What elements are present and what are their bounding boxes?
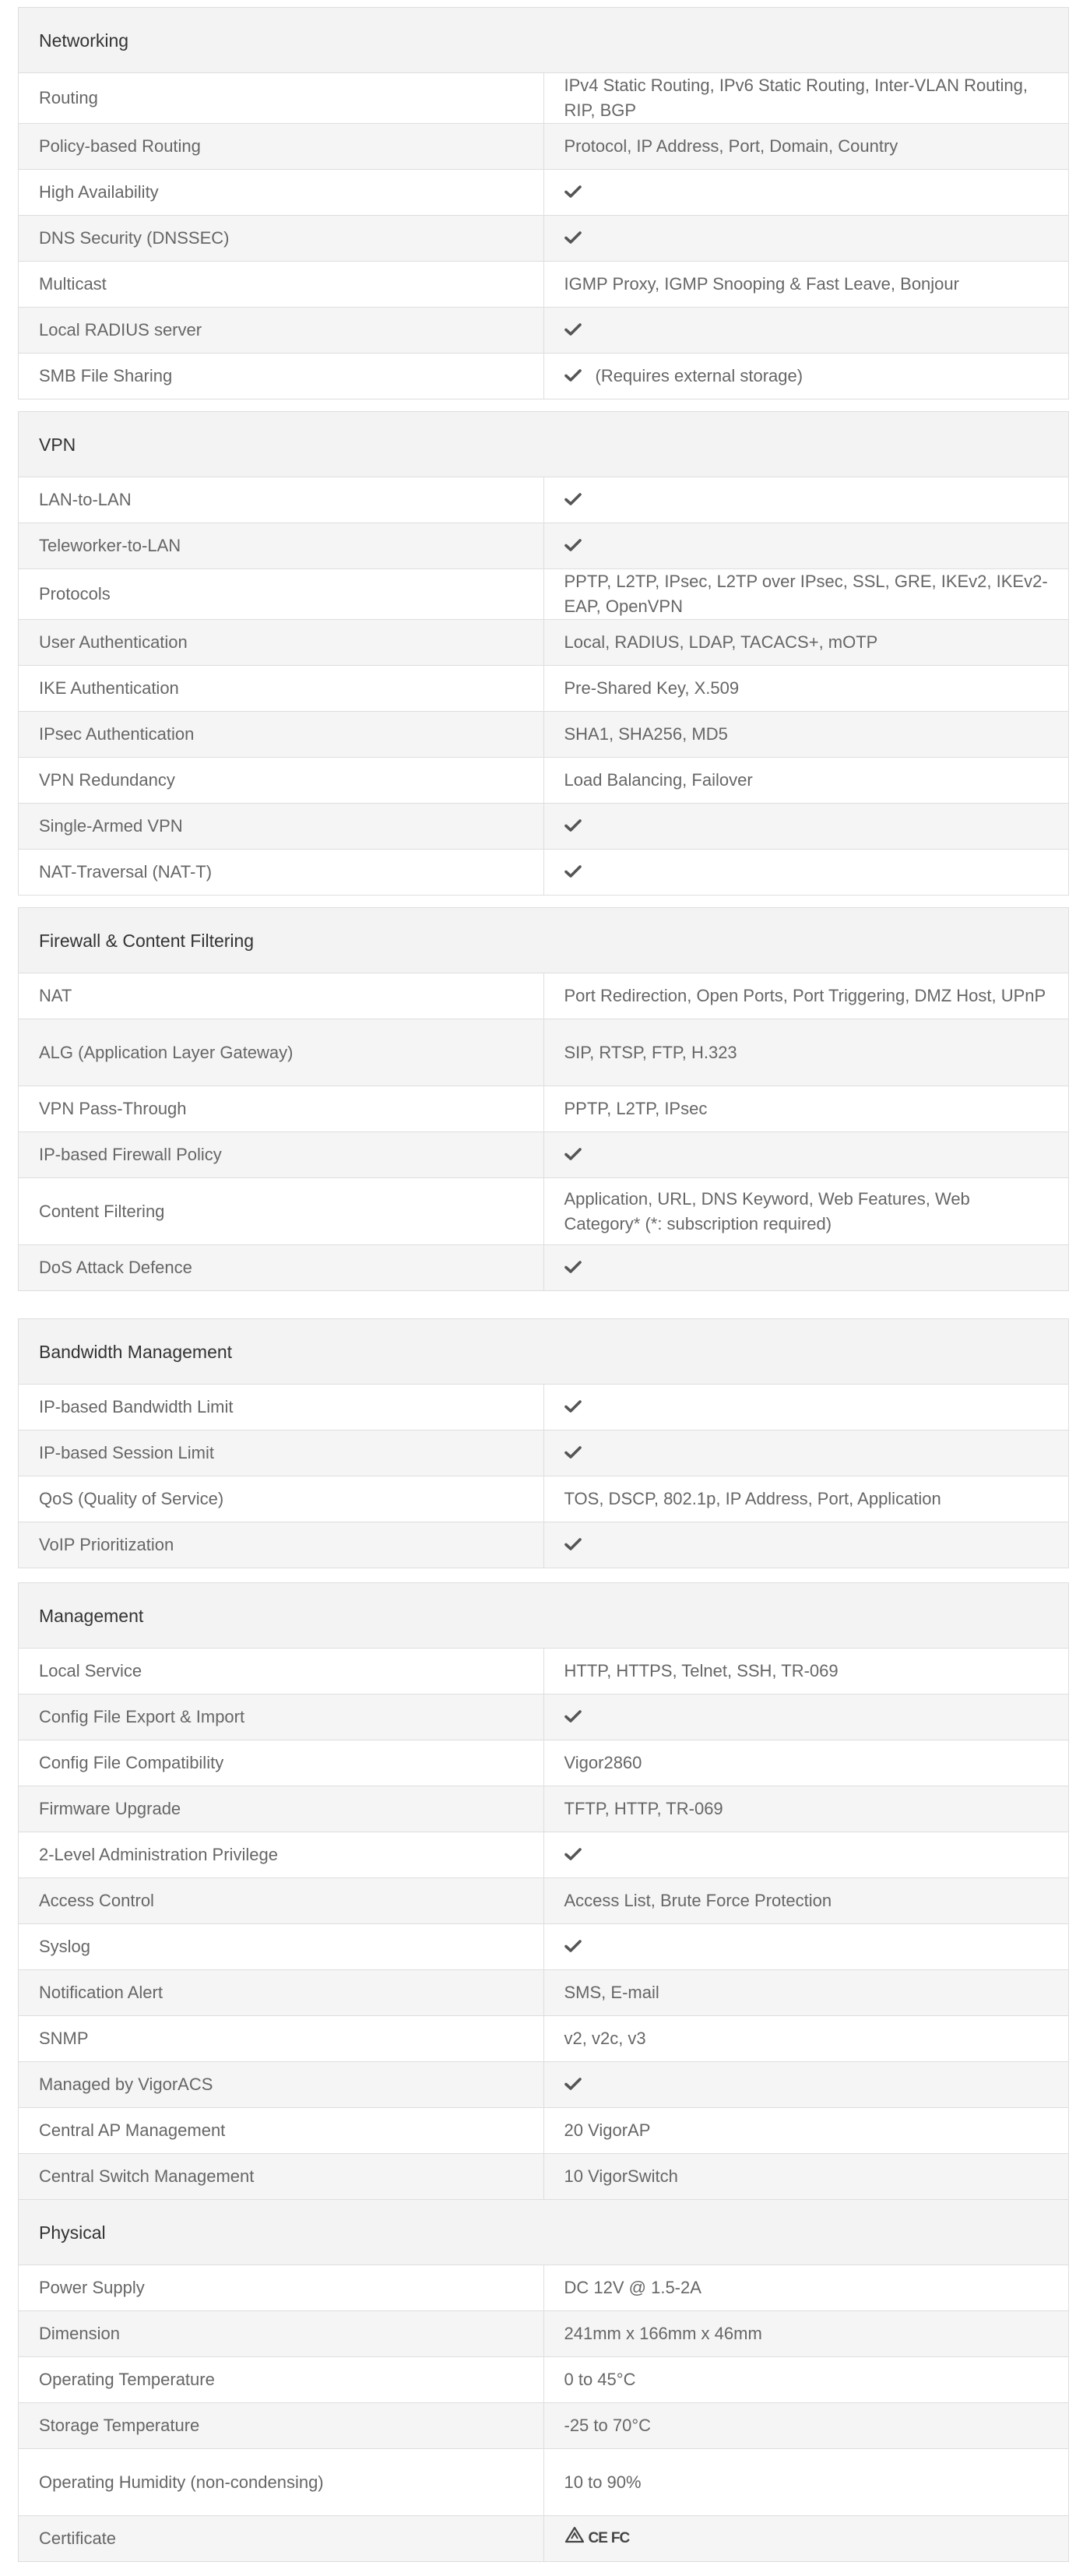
spec-value [543, 1245, 1069, 1291]
spec-value: Local, RADIUS, LDAP, TACACS+, mOTP [543, 620, 1069, 666]
spec-row [19, 1476, 1069, 1522]
spec-row [19, 758, 1069, 804]
spec-row [19, 523, 1069, 569]
spec-label: Syslog [19, 1924, 544, 1970]
spec-row [19, 262, 1069, 308]
spec-label: VoIP Prioritization [19, 1522, 544, 1568]
spec-label: DoS Attack Defence [19, 1245, 544, 1291]
spec-label: Central Switch Management [19, 2154, 544, 2200]
spec-row [19, 1740, 1069, 1786]
spec-value: SIP, RTSP, FTP, H.323 [543, 1019, 1069, 1086]
spec-label: Routing [19, 73, 544, 124]
spec-row [19, 1245, 1069, 1291]
firewall-table [18, 907, 1069, 1291]
spec-row [19, 1132, 1069, 1178]
spec-value: Port Redirection, Open Ports, Port Triggering, DMZ Host, UPnP [543, 973, 1069, 1019]
spec-value: 10 to 90% [543, 2449, 1069, 2516]
spec-label: Storage Temperature [19, 2403, 544, 2449]
spec-row [19, 1649, 1069, 1694]
spec-label: High Availability [19, 170, 544, 216]
spec-label: Single-Armed VPN [19, 804, 544, 850]
spec-label: Managed by VigorACS [19, 2062, 544, 2108]
check-icon [564, 368, 582, 382]
spec-row [19, 2108, 1069, 2154]
check-icon [564, 1399, 582, 1413]
check-icon [564, 1847, 582, 1861]
spec-label: ALG (Application Layer Gateway) [19, 1019, 544, 1086]
spec-row [19, 1019, 1069, 1086]
spec-value [543, 1385, 1069, 1431]
rcm-triangle-icon [564, 2526, 585, 2552]
check-icon [564, 2077, 582, 2091]
spec-row [19, 1924, 1069, 1970]
spec-row [19, 124, 1069, 170]
spec-label: NAT-Traversal (NAT-T) [19, 850, 544, 896]
spec-row [19, 73, 1069, 124]
spec-value [543, 1132, 1069, 1178]
spec-value [543, 1522, 1069, 1568]
check-icon [564, 1939, 582, 1953]
spec-label: Central AP Management [19, 2108, 544, 2154]
spec-value: v2, v2c, v3 [543, 2016, 1069, 2062]
spec-value: Vigor2860 [543, 1740, 1069, 1786]
spec-label: IKE Authentication [19, 666, 544, 712]
spec-row [19, 666, 1069, 712]
spec-value: Access List, Brute Force Protection [543, 1878, 1069, 1924]
spec-label: Multicast [19, 262, 544, 308]
spec-label: Notification Alert [19, 1970, 544, 2016]
bandwidth-table [18, 1318, 1069, 1568]
spec-row [19, 2311, 1069, 2357]
spec-label: Local Service [19, 1649, 544, 1694]
spec-label: IP-based Session Limit [19, 1431, 544, 1476]
spec-row [19, 1832, 1069, 1878]
spec-label: DNS Security (DNSSEC) [19, 216, 544, 262]
spec-row [19, 2449, 1069, 2516]
spec-row [19, 569, 1069, 620]
check-icon [564, 864, 582, 878]
check-icon [564, 1445, 582, 1459]
spec-row [19, 2154, 1069, 2200]
spec-label: Operating Humidity (non-condensing) [19, 2449, 544, 2516]
spec-value: SMS, E-mail [543, 1970, 1069, 2016]
spec-label: Teleworker-to-LAN [19, 523, 544, 569]
section-title-physical: Physical [19, 2200, 1069, 2265]
spec-value: Load Balancing, Failover [543, 758, 1069, 804]
check-icon [564, 538, 582, 552]
spec-label: User Authentication [19, 620, 544, 666]
spec-value [543, 2516, 1069, 2562]
spec-value: PPTP, L2TP, IPsec, L2TP over IPsec, SSL, GRE, IKEv2, IKEv2-EAP, OpenVPN [543, 569, 1069, 620]
spec-value: Pre-Shared Key, X.509 [543, 666, 1069, 712]
spec-label: Local RADIUS server [19, 308, 544, 354]
section-title-bandwidth: Bandwidth Management [19, 1319, 1069, 1385]
spec-value [543, 523, 1069, 569]
vpn-table [18, 411, 1069, 896]
spec-label: Content Filtering [19, 1178, 544, 1245]
spec-label: Policy-based Routing [19, 124, 544, 170]
spec-row [19, 1522, 1069, 1568]
section-title-vpn: VPN [19, 412, 1069, 477]
spec-label: NAT [19, 973, 544, 1019]
spec-value: -25 to 70°C [543, 2403, 1069, 2449]
spec-row [19, 712, 1069, 758]
check-icon [564, 1537, 582, 1551]
spec-label: Config File Export & Import [19, 1694, 544, 1740]
networking-table [18, 7, 1069, 399]
spec-row [19, 1694, 1069, 1740]
spec-value [543, 1924, 1069, 1970]
spec-value [543, 354, 1069, 399]
spec-row [19, 2062, 1069, 2108]
spec-row [19, 850, 1069, 896]
spec-label: Power Supply [19, 2265, 544, 2311]
spec-value: TOS, DSCP, 802.1p, IP Address, Port, Application [543, 1476, 1069, 1522]
spec-row [19, 216, 1069, 262]
spec-row [19, 477, 1069, 523]
check-icon [564, 1260, 582, 1274]
spec-value [543, 477, 1069, 523]
spec-label: Operating Temperature [19, 2357, 544, 2403]
spec-value: 241mm x 166mm x 46mm [543, 2311, 1069, 2357]
spec-label: IP-based Firewall Policy [19, 1132, 544, 1178]
spec-value: SHA1, SHA256, MD5 [543, 712, 1069, 758]
spec-value: 20 VigorAP [543, 2108, 1069, 2154]
spec-row [19, 1086, 1069, 1132]
spec-value [543, 170, 1069, 216]
check-icon [564, 185, 582, 199]
check-icon [564, 1147, 582, 1161]
spec-row [19, 1178, 1069, 1245]
spec-row [19, 2403, 1069, 2449]
spec-value [543, 850, 1069, 896]
spec-value [543, 2062, 1069, 2108]
check-icon [564, 231, 582, 245]
spec-row [19, 804, 1069, 850]
certificate-marks [564, 2526, 630, 2552]
spec-row [19, 1786, 1069, 1832]
spec-row [19, 1431, 1069, 1476]
spec-label: QoS (Quality of Service) [19, 1476, 544, 1522]
spec-label: SNMP [19, 2016, 544, 2062]
spec-row [19, 2016, 1069, 2062]
spec-label: VPN Redundancy [19, 758, 544, 804]
spec-value: IGMP Proxy, IGMP Snooping & Fast Leave, Bonjour [543, 262, 1069, 308]
spec-value: 10 VigorSwitch [543, 2154, 1069, 2200]
spec-value: HTTP, HTTPS, Telnet, SSH, TR-069 [543, 1649, 1069, 1694]
spec-value: TFTP, HTTP, TR-069 [543, 1786, 1069, 1832]
management-table [18, 1582, 1069, 2200]
spec-label: Dimension [19, 2311, 544, 2357]
spec-label: VPN Pass-Through [19, 1086, 544, 1132]
spec-label: Certificate [19, 2516, 544, 2562]
spec-row [19, 170, 1069, 216]
ce-mark: CE [588, 2530, 607, 2547]
spec-value [543, 804, 1069, 850]
spec-value [543, 1832, 1069, 1878]
spec-row [19, 1878, 1069, 1924]
spec-value: DC 12V @ 1.5-2A [543, 2265, 1069, 2311]
check-icon [564, 322, 582, 336]
check-icon [564, 818, 582, 832]
spec-value [543, 308, 1069, 354]
spec-row [19, 354, 1069, 399]
spec-value: 0 to 45°C [543, 2357, 1069, 2403]
spec-label: IP-based Bandwidth Limit [19, 1385, 544, 1431]
spec-value: IPv4 Static Routing, IPv6 Static Routing, Inter-VLAN Routing, RIP, BGP [543, 73, 1069, 124]
spec-row [19, 2516, 1069, 2562]
spec-label: SMB File Sharing [19, 354, 544, 399]
spec-label: LAN-to-LAN [19, 477, 544, 523]
spec-row [19, 1970, 1069, 2016]
spec-row [19, 2265, 1069, 2311]
spec-row [19, 308, 1069, 354]
spec-note: (Requires external storage) [595, 366, 803, 385]
spec-label: Config File Compatibility [19, 1740, 544, 1786]
section-title-management: Management [19, 1583, 1069, 1649]
spec-label: Firmware Upgrade [19, 1786, 544, 1832]
spec-value [543, 1694, 1069, 1740]
spec-value: Application, URL, DNS Keyword, Web Features, Web Category* (*: subscription required) [543, 1178, 1069, 1245]
spec-label: Protocols [19, 569, 544, 620]
section-title-firewall: Firewall & Content Filtering [19, 908, 1069, 973]
fcc-mark: FC [610, 2530, 630, 2547]
spec-value [543, 216, 1069, 262]
spec-row [19, 973, 1069, 1019]
section-title-networking: Networking [19, 8, 1069, 73]
spec-value: PPTP, L2TP, IPsec [543, 1086, 1069, 1132]
spec-label: Access Control [19, 1878, 544, 1924]
spec-value: Protocol, IP Address, Port, Domain, Country [543, 124, 1069, 170]
spec-row [19, 620, 1069, 666]
check-icon [564, 492, 582, 506]
spec-label: 2-Level Administration Privilege [19, 1832, 544, 1878]
spec-value [543, 1431, 1069, 1476]
physical-table [18, 2199, 1069, 2562]
spec-row [19, 1385, 1069, 1431]
check-icon [564, 1709, 582, 1723]
spec-row [19, 2357, 1069, 2403]
spec-label: IPsec Authentication [19, 712, 544, 758]
